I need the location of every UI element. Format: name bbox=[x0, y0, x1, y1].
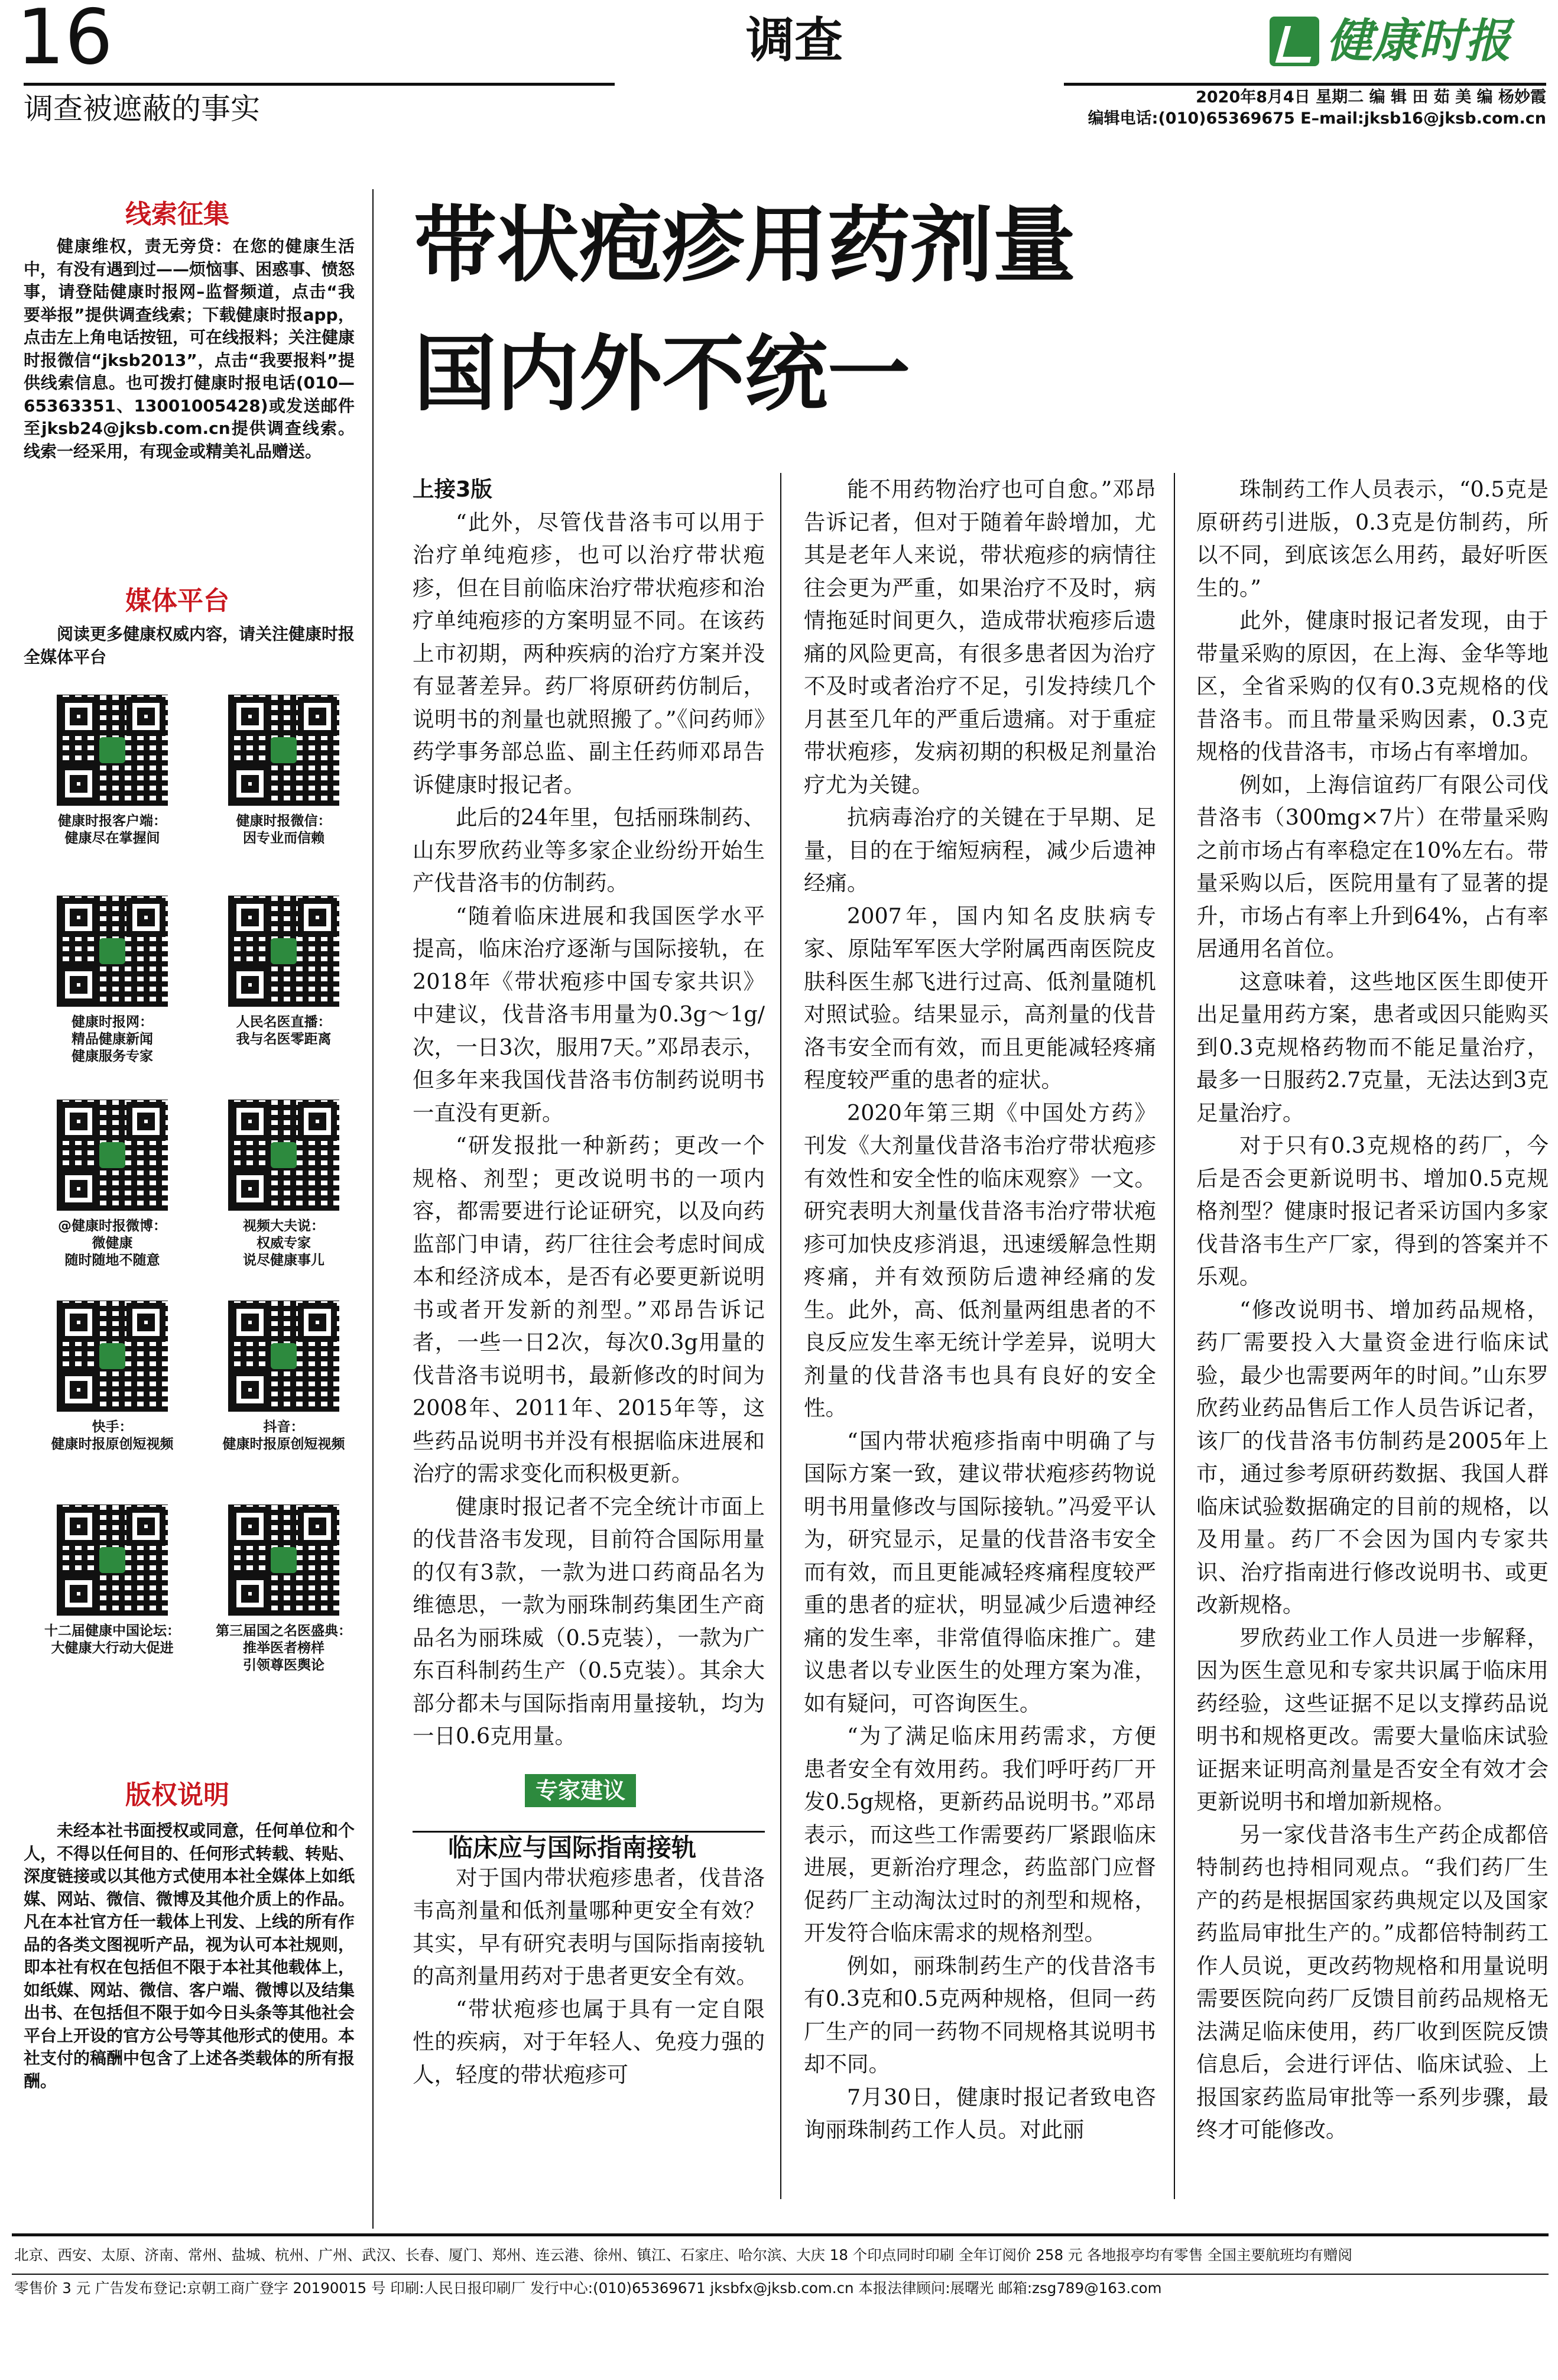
headline-line-1: 带状疱疹用药剂量 bbox=[414, 197, 1076, 294]
masthead-rule-left bbox=[24, 83, 615, 86]
copyright-body bbox=[24, 1820, 355, 2093]
article-paragraph: 罗欣药业工作人员进一步解释，因为医生意见和专家共识属于临床用药经验，这些证据不足以支撑药品说明书和规格更改。需要大量临床试验证据来证明高剂量是否安全有效才会更新说明书和增加新规格。 bbox=[1196, 1625, 1549, 1814]
article-paragraph: “研发报批一种新药；更改一个规格、剂型；更改说明书的一项内容，都需要进行论证研究，以及向药监部门申请，药厂往往会考虑时间成本和经济成本，是否有必要更新说明书或者开发新的剂型。”邓昂告诉记者，一些一日2次，每次0.3g用量的伐昔洛韦说明书，最新修改的时间为2008年、2011年、2015年等，这些药品说明书并没有根据临床进展和治疗的需求变化而积极更新。 bbox=[413, 1133, 765, 1486]
article-paragraph: 此后的24年里，包括丽珠制药、山东罗欣药业等多家企业纷纷开始生产伐昔洛韦的仿制药。 bbox=[413, 805, 765, 896]
qr-code-icon[interactable] bbox=[57, 695, 168, 806]
copyright-title: 版权说明 bbox=[125, 1780, 229, 1810]
article-paragraph: 能不用药物治疗也可自愈。”邓昂告诉记者，但对于随着年龄增加，尤其是老年人来说，带状疱疹的病情往往会更为严重，如果治疗不及时，病情拖延时间更久，造成带状疱疹后遗痛的风险更高，有很多患者因为治疗不及时或者治疗不足，引发持续几个月甚至几年的严重后遗痛。对于重症带状疱疹，发病初期的积极足剂量治疗尤为关键。 bbox=[804, 476, 1156, 797]
qr-caption: 抖音： 健康时报原创短视频 bbox=[222, 1419, 345, 1452]
article-paragraph: “国内带状疱疹指南中明确了与国际方案一致，建议带状疱疹药物说明书用量修改与国际接轨。”冯爱平认为，研究显示，足量的伐昔洛韦安全而有效，而且更能减轻疼痛程度较严重的患者的症状，明显减少后遗神经痛的发生率，非常值得临床推广。建议患者以专业医生的处理方案为准，如有疑问，可咨询医生。 bbox=[804, 1428, 1156, 1716]
article-paragraph: 2020年第三期《中国处方药》刊发《大剂量伐昔洛韦治疗带状疱疹有效性和安全性的临床观察》一文。研究表明大剂量伐昔洛韦治疗带状疱疹可加快皮疹消退，迅速缓解急性期疼痛，并有效预防后遗神经痛的发生。此外，高、低剂量两组患者的不良反应发生率无统计学差异，说明大剂量的伐昔洛韦也具有良好的安全性。 bbox=[804, 1100, 1156, 1421]
media-intro-text: 阅读更多健康权威内容，请关注健康时报全媒体平台 bbox=[24, 624, 355, 667]
article-paragraph: 珠制药工作人员表示，“0.5克是原研药引进版，0.3克是仿制药，所以不同，到底该怎么用药，最好听医生的。” bbox=[1196, 476, 1549, 601]
qr-code-icon[interactable] bbox=[228, 1504, 339, 1616]
article-paragraph: 对于国内带状疱疹患者，伐昔洛韦高剂量和低剂量哪种更安全有效？其实，早有研究表明与国际指南接轨的高剂量用药对于患者更安全有效。 bbox=[413, 1865, 765, 1989]
qr-caption: 第三届国之名医盛典： 推举医者榜样 引领尊医舆论 bbox=[216, 1623, 352, 1673]
clues-body-text: 健康维权，责无旁贷：在您的健康生活中，有没有遇到过——烦恼事、困惑事、愤怒事，请登陆健康时报网–监督频道，点击“我要举报”提供调查线索；下载健康时报app，点击左上角电话按钮，可在线报料；关注健康时报微信“jksb2013”，点击“我要报料”提供线索信息。也可拨打健康时报电话(010—65363351、13001005428)或发送邮件至jksb24@jksb.com.cn提供调查线索。线索一经采用，有现金或精美礼品赠送。 bbox=[24, 236, 355, 461]
article-paragraph: 此外，健康时报记者发现，由于带量采购的原因，在上海、金华等地区，全省采购的仅有0.3克规格的伐昔洛韦。而且带量采购因素，0.3克规格的伐昔洛韦，市场占有率增加。 bbox=[1196, 608, 1549, 764]
article-paragraph: 例如，上海信谊药厂有限公司伐昔洛韦（300mg×7片）在带量采购之前市场占有率稳定在10%左右。带量采购以后，医院用量有了显著的提升，市场占有率上升到64%，占有率居通用名首位。 bbox=[1196, 771, 1549, 961]
expert-block bbox=[413, 1774, 765, 1862]
column-divider-2 bbox=[1174, 473, 1175, 2199]
footer-rule bbox=[12, 2233, 1549, 2236]
article-paragraph: 这意味着，这些地区医生即使开出足量用药方案，患者或因只能购买到0.3克规格药物而不能足量治疗，最多一日服药2.7克量，无法达到3克足量治疗。 bbox=[1196, 968, 1549, 1126]
qr-code-icon[interactable] bbox=[57, 896, 168, 1007]
article-paragraph: “为了满足临床用药需求，方便患者安全有效用药。我们呼吁药厂开发0.5g规格，更新药品说明书。”邓昂表示，而这些工作需要药厂紧跟临床进展，更新治疗理念，药监部门应督促药厂主动淘汰过时的剂型和规格，开发符合临床需求的规格剂型。 bbox=[804, 1723, 1156, 1945]
footer-rule-2 bbox=[12, 2274, 1549, 2275]
qr-caption: 健康时报客户端： 健康尽在掌握间 bbox=[58, 813, 167, 846]
qr-code-icon[interactable] bbox=[228, 1301, 339, 1412]
qr-caption: 视频大夫说： 权威专家 说尽健康事儿 bbox=[243, 1218, 324, 1268]
article-paragraph: 健康时报记者不完全统计市面上的伐昔洛韦发现，目前符合国际用量的仅有3款，一款为进口药商品名为维德思，一款为丽珠制药集团生产商品名为丽珠威（0.5克装），一款为广东百科制药生产（0.5克装）。其余大部分都未与国际指南用量接轨，均为一日0.6克用量。 bbox=[413, 1493, 765, 1749]
media-intro bbox=[24, 623, 355, 669]
masthead-rule-right bbox=[1064, 83, 1546, 86]
expert-rule bbox=[413, 1831, 765, 1833]
qr-caption: 健康时报微信： 因专业而信赖 bbox=[236, 813, 332, 846]
qr-code-icon[interactable] bbox=[57, 1504, 168, 1616]
qr-code-icon[interactable] bbox=[57, 1100, 168, 1211]
qr-code-icon[interactable] bbox=[228, 896, 339, 1007]
article-paragraph: 另一家伐昔洛韦生产药企成都倍特制药也持相同观点。“我们药厂生产的药是根据国家药典规定以及国家药监局审批生产的。”成都倍特制药工作人员说，更改药物规格和用量说明需要医院向药厂反馈目前药品规格无法满足临床使用，药厂收到医院反馈信息后，会进行评估、临床试验、上报国家药监局审批等一系列步骤，最终才可能修改。 bbox=[1196, 1821, 1549, 2142]
footer-line-2: 零售价 3 元 广告发布登记:京朝工商广登字 20190015 号 印刷:人民日报印刷厂 发行中心:(010)65369671 jksbfx@jksb.com.cn 本报法律顾问:展曙光 邮箱:zsg789@163.com bbox=[14, 2280, 1162, 2297]
column-divider-1 bbox=[780, 473, 781, 2199]
column-name: 调查被遮蔽的事实 bbox=[24, 92, 260, 126]
section-title: 调查 bbox=[746, 12, 843, 69]
article-paragraph: 2007年，国内知名皮肤病专家、原陆军军医大学附属西南医院皮肤科医生郝飞进行过高、低剂量随机对照试验。结果显示，高剂量的伐昔洛韦安全而有效，而且更能减轻疼痛程度较严重的患者的症状。 bbox=[804, 903, 1156, 1092]
article-column-2 bbox=[804, 473, 1156, 2146]
logo-text: 健康时报 bbox=[1326, 15, 1511, 68]
sidebar-divider bbox=[372, 189, 374, 2229]
qr-caption: 人民名医直播： 我与名医零距离 bbox=[236, 1014, 332, 1047]
headline-line-2: 国内外不统一 bbox=[414, 326, 911, 423]
footer-line-1: 北京、西安、太原、济南、常州、盐城、杭州、广州、武汉、长春、厦门、郑州、连云港、徐州、镇江、石家庄、哈尔滨、大庆 18 个印点同时印刷 全年订阅价 258 元 各地报亭均有零售 全国主要航班均有赠阅 bbox=[14, 2246, 1352, 2264]
clues-body bbox=[24, 235, 355, 463]
qr-caption: 快手： 健康时报原创短视频 bbox=[51, 1419, 174, 1452]
qr-caption: 健康时报网： 精品健康新闻 健康服务专家 bbox=[72, 1014, 153, 1064]
masthead-logo bbox=[1270, 13, 1541, 72]
clues-title: 线索征集 bbox=[125, 199, 229, 229]
copyright-body-text: 未经本社书面授权或同意，任何单位和个人，不得以任何目的、任何形式转载、转贴、深度链接或以其他方式使用本社全媒体上如纸媒、网站、微信、微博及其他介质上的作品。凡在本社官方任一载体上刊发、上线的所有作品的各类文图视听产品，视为认可本社规则，即本社有权在包括但不限于本社其他载体上，如纸媒、网站、微信、客户端、微博以及结集出书、在包括但不限于如今日头条等其他社会平台上开设的官方公号等其他形式的使用。本社支付的稿酬中包含了上述各类载体的所有报酬。 bbox=[24, 1821, 355, 2091]
article-paragraph: “修改说明书、增加药品规格，药厂需要投入大量资金进行临床试验，最少也需要两年的时间。”山东罗欣药业药品售后工作人员告诉记者，该厂的伐昔洛韦仿制药是2005年上市，通过参考原研药数据、我国人群临床试验数据确定的目前的规格，以及用量。药厂不会因为国内专家共识、治疗指南进行修改说明书、或更改新规格。 bbox=[1196, 1296, 1549, 1617]
media-title: 媒体平台 bbox=[125, 586, 229, 616]
qr-code-icon[interactable] bbox=[228, 1100, 339, 1211]
qr-caption: @健康时报微博： 微健康 随时随地不随意 bbox=[58, 1218, 167, 1268]
article-column-3 bbox=[1196, 473, 1549, 2146]
page-number: 16 bbox=[17, 0, 113, 82]
article-column-1 bbox=[413, 473, 765, 2091]
expert-subhead: 临床应与国际指南接轨 bbox=[448, 1833, 697, 1862]
contact-info: 编辑电话:(010)65369675 E–mail:jksb16@jksb.com.cn bbox=[1088, 109, 1546, 128]
expert-label: 专家建议 bbox=[525, 1774, 636, 1807]
article-paragraph: 对于只有0.3克规格的药厂，今后是否会更新说明书、增加0.5克规格剂型？健康时报记者采访国内多家伐昔洛韦生产厂家，得到的答案并不乐观。 bbox=[1196, 1133, 1549, 1289]
article-paragraph: “带状疱疹也属于具有一定自限性的疾病，对于年轻人、免疫力强的人，轻度的带状疱疹可 bbox=[413, 1996, 765, 2087]
date-editors: 2020年8月4日 星期二 编 辑 田 茹 美 编 杨妙霞 bbox=[1196, 88, 1546, 106]
qr-code-icon[interactable] bbox=[228, 695, 339, 806]
article-paragraph: “此外，尽管伐昔洛韦可以用于治疗单纯疱疹，也可以治疗带状疱疹，但在目前临床治疗带状疱疹和治疗单纯疱疹的方案明显不同。在该药上市初期，两种疾病的治疗方案并没有显著差异。药厂将原研药仿制后，说明书的剂量也就照搬了。”《问药师》药学事务部总监、副主任药师邓昂告诉健康时报记者。 bbox=[413, 509, 765, 797]
article-paragraph: 例如，丽珠制药生产的伐昔洛韦有0.3克和0.5克两种规格，但同一药厂生产的同一药物不同规格其说明书却不同。 bbox=[804, 1953, 1156, 2077]
continued-from: 上接3版 bbox=[413, 476, 492, 502]
qr-caption: 十二届健康中国论坛： 大健康大行动大促进 bbox=[44, 1623, 180, 1656]
article-paragraph: 抗病毒治疗的关键在于早期、足量，目的在于缩短病程，减少后遗神经痛。 bbox=[804, 805, 1156, 896]
article-paragraph: 7月30日，健康时报记者致电咨询丽珠制药工作人员。对此丽 bbox=[804, 2084, 1156, 2142]
qr-code-icon[interactable] bbox=[57, 1301, 168, 1412]
article-paragraph: “随着临床进展和我国医学水平提高，临床治疗逐渐与国际接轨，在2018年《带状疱疹中国专家共识》中建议，伐昔洛韦用量为0.3g～1g/次，一日3次，服用7天。”邓昂表示，但多年来我国伐昔洛韦仿制药说明书一直没有更新。 bbox=[413, 903, 765, 1126]
